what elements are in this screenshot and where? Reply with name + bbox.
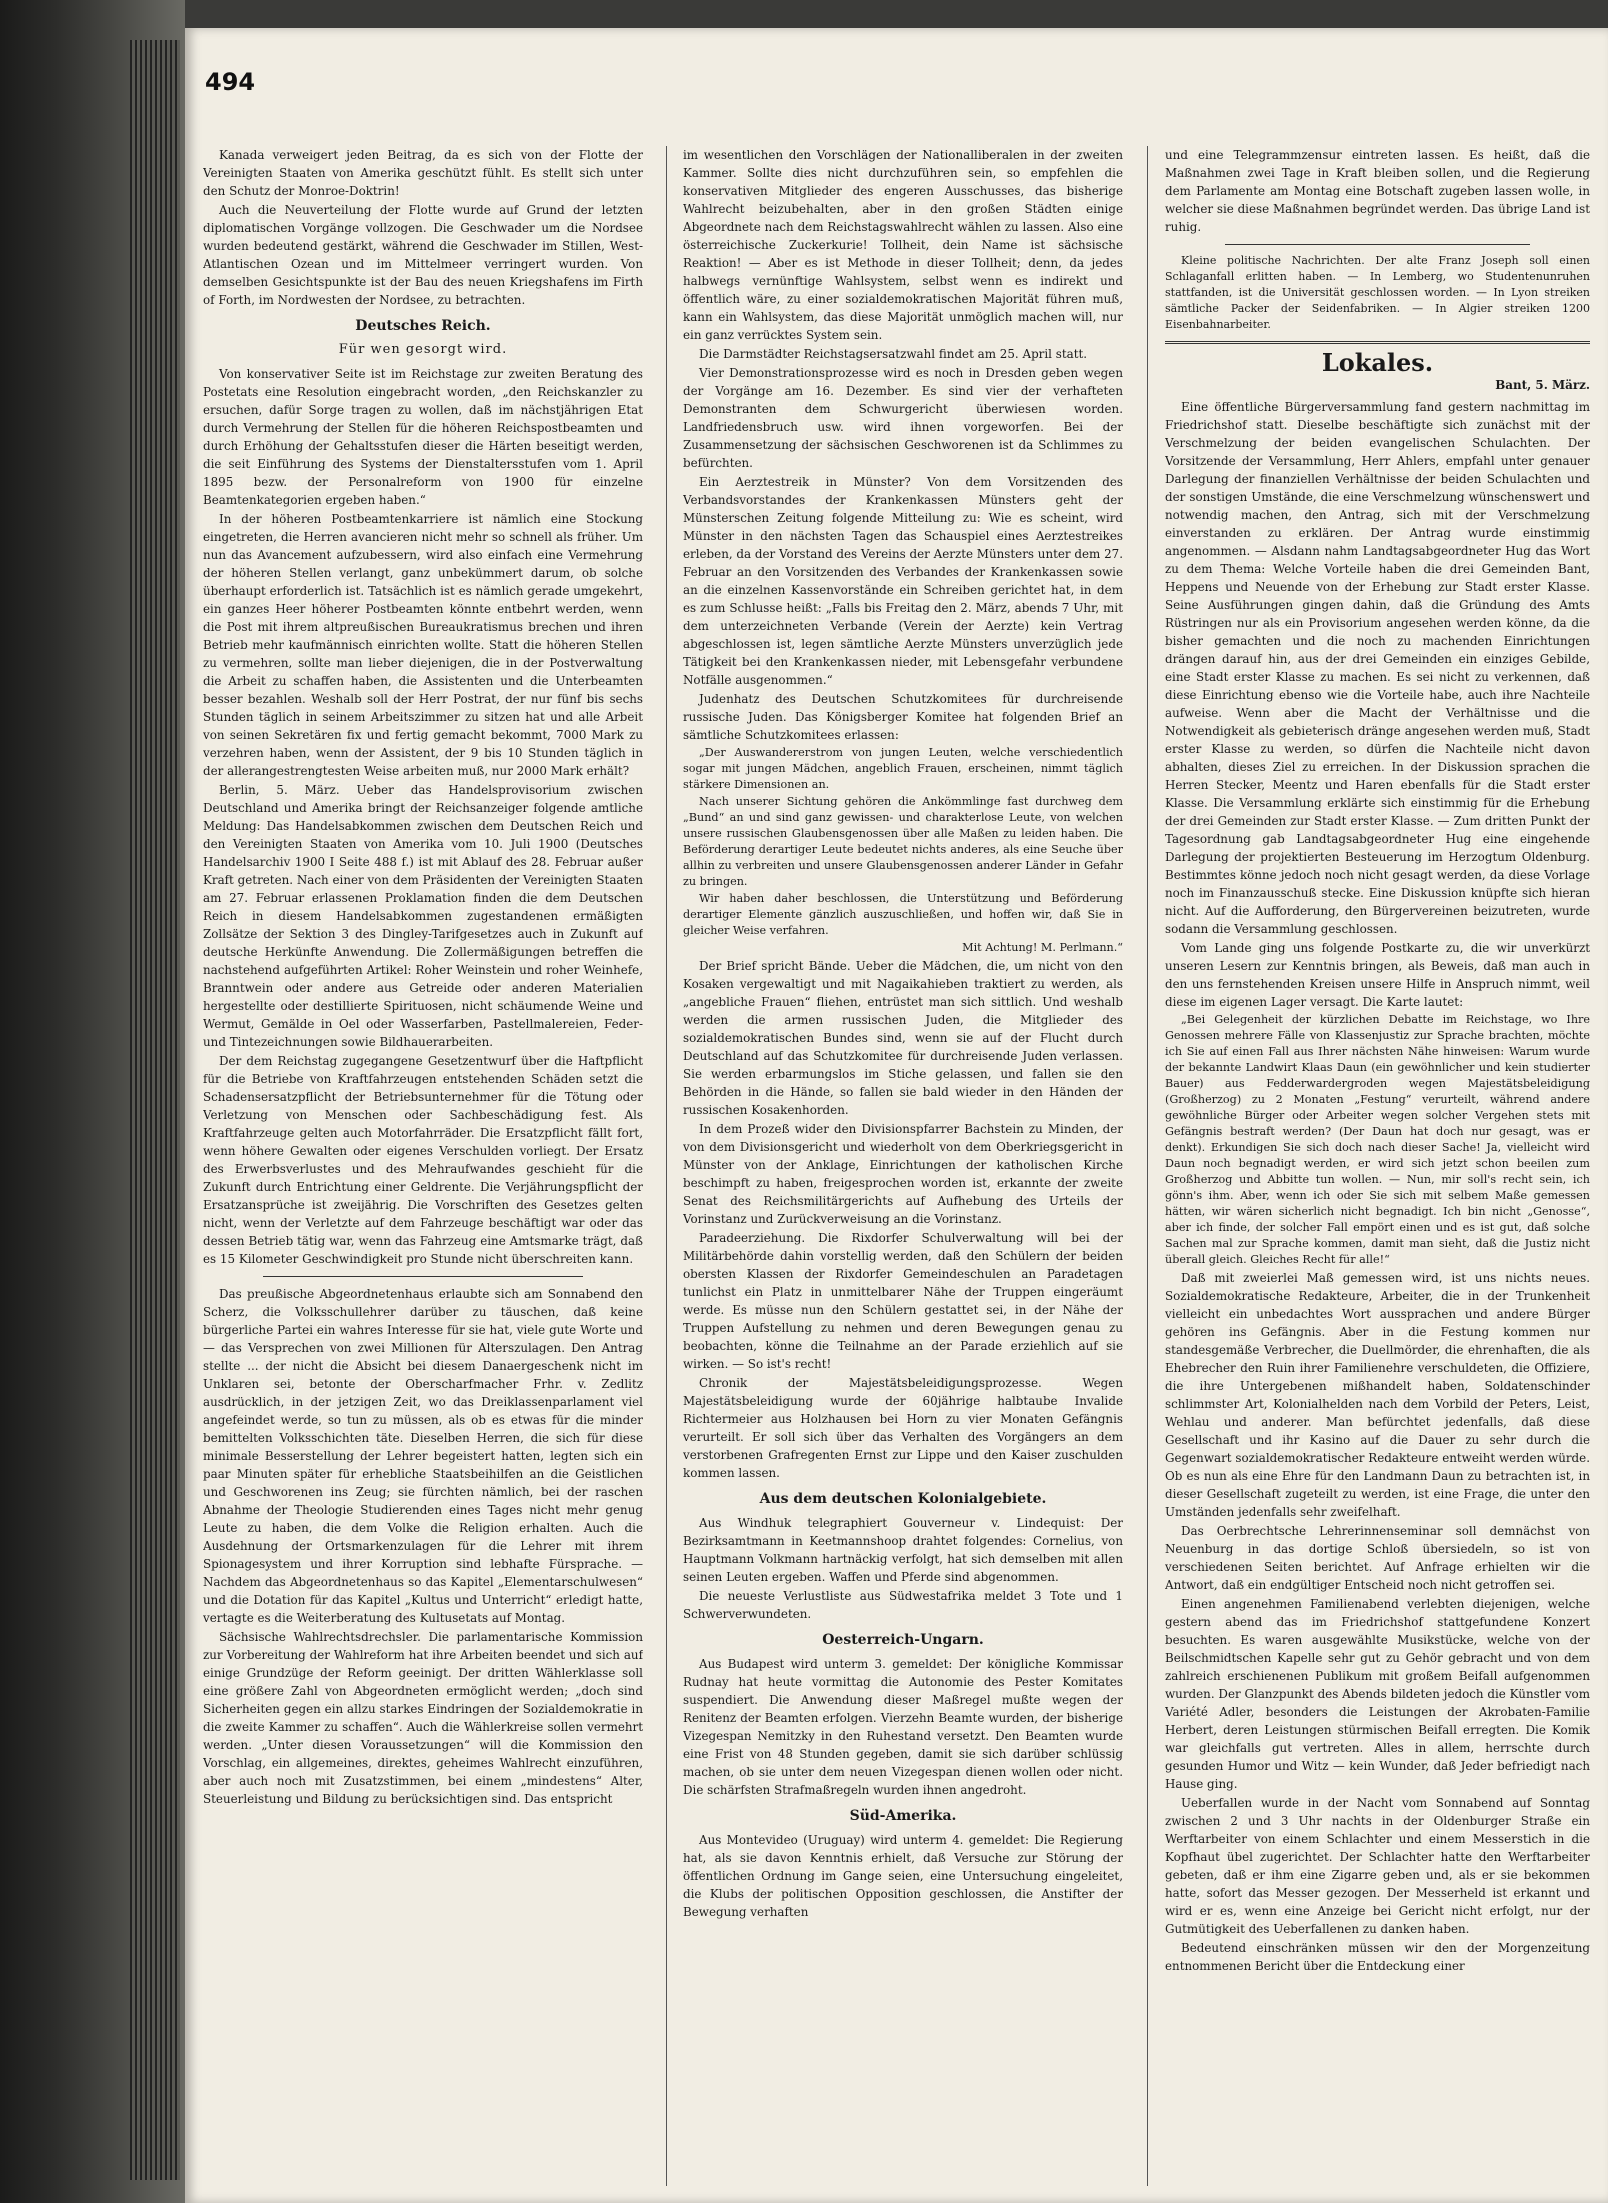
- article-paragraph: Berlin, 5. März. Ueber das Handelsprovisorium zwischen Deutschland und Amerika bringt der Reichsanzeiger folgende amtliche Meldung: Das Handelsabkommen zwischen dem Deutschen Reich und den Vereinigten Staaten von Amerika vom 10. Juli 1900 (Deutsches Handelsarchiv 1900 I Seite 488 f.) ist mit Ablauf des 28. Februar außer Kraft getreten. Nach einer von dem Präsidenten der Vereinigten Staaten am 27. Februar erlassenen Proklamation finden die dem Deutschen Reich in diesem Handelsabkommen zugestandenen ermäßigten Zollsätze der Sektion 3 des Dingley-Tarifgesetzes auch in Zukunft auf deutsche Herkünfte Anwendung. Die Zollermäßigungen betreffen die nachstehend aufgeführten Artikel: Roher Weinstein und roher Weinhefe, Branntwein oder andere aus Getreide oder anderen Materialien hergestellte oder destillierte Spirituosen, nicht schäumende Weine und Wermut, Gemälde in Oel oder Wasserfarben, Pastellmalereien, Feder- und Tintezeichnungen sowie Bildhauerarbeiten.: [203, 783, 643, 1049]
- column-rule: [666, 146, 667, 2186]
- article-paragraph: Vier Demonstrationsprozesse wird es noch in Dresden geben wegen der Vorgänge am 16. Dezember. Es sind vier der verhafteten Demonstranten dem Schwurgericht überwiesen worden. Landfriedensbruch usw. wird ihnen vorgeworfen. Bei der Zusammensetzung der sächsischen Geschworenen ist da Schlimmes zu befürchten.: [683, 366, 1123, 470]
- article-paragraph: Daß mit zweierlei Maß gemessen wird, ist uns nichts neues. Sozialdemokratische Redakteure, Arbeiter, die in der Trunkenheit vielleicht ein unbedachtes Wort aussprachen und andere Bürger gehören ins Gefängnis. Aber in die Festung kommen nur standesgemäße Verbrecher, die Duellmörder, die ehrenhaften, die als Ehebrecher den Ruin ihrer Familienehre verschuldeten, die Offiziere, die ihre Untergebenen mißhandelt haben, Soldatenschinder schlimmster Art, Kolonialhelden nach dem Vorbild der Peters, Leist, Wehlau und anderer. Man befürchtet jedenfalls, daß diese Gesellschaft und ihr Kasino auf die Dauer zu sehr durch die Gegenwart sozialdemokratischer Redakteure entweiht werden würde. Ob es nun als eine Ehre für den Landmann Daun zu betrachten ist, in dieser Gesellschaft zugeteilt zu werden, ist eine Frage, die unter den Umständen jedenfalls sehr zweifelhaft.: [1165, 1271, 1590, 1519]
- letter-signature: Mit Achtung! M. Perlmann.“: [962, 941, 1123, 954]
- article-paragraph: Die Darmstädter Reichstagsersatzwahl findet am 25. April statt.: [699, 347, 1088, 361]
- page-number: 494: [205, 68, 256, 96]
- article-paragraph: und eine Telegrammzensur eintreten lassen. Es heißt, daß die Maßnahmen zwei Tage in Kraft bleiben sollen, und die Regierung dem Parlamente am Montag eine Botschaft zugeben lassen wolle, in welcher sie diese Maßnahmen begründet werden. Das übrige Land ist ruhig.: [1165, 148, 1590, 234]
- page-edges: [130, 40, 180, 2180]
- article-paragraph: Judenhatz des Deutschen Schutzkomitees für durchreisende russische Juden. Das Königsberger Komitee hat folgenden Brief an sämtliche Schutzkomitees erlassen:: [683, 692, 1123, 742]
- section-heading: Oesterreich-Ungarn.: [822, 1632, 984, 1648]
- section-heading-lokales: Lokales.: [1321, 348, 1434, 377]
- quoted-postcard: „Bei Gelegenheit der kürzlichen Debatte im Reichstage, wo Ihre Genossen mehrere Fälle von Klassenjustiz zur Sprache brachten, möchte ich Sie auf einen Fall aus Ihrer nächsten Nähe hinweisen: Warum wurde der bekannte Landwirt Klaas Daun (ein gewöhnlicher und kein studierter Bauer) aus Fedderwardergroden wegen Majestätsbeleidigung (Großherzog) zu 2 Monaten „Festung“ verurteilt, während andere gewöhnliche Bürger oder Arbeiter wegen solcher Vergehen stets mit Gefängnis bestraft werden? (Der Daun hat doch nur gesagt, was er denkt). Erkundigen Sie sich doch nach dieser Sache! Ja, vielleicht wird Daun noch begnadigt werden, er wird sich jetzt schon beeilen zum Großherzog und Abbitte tun wollen. — Nun, mir soll's recht sein, ich gönn's ihm. Aber, wenn ich oder Sie sich mit selbem Maße gemessen hätten, wir wären sicherlich nicht begnadigt. Ich bin nicht „Genosse“, aber ich finde, der solcher Fall empört einen und es ist gut, daß solche Sachen mal zur Sprache kommen, damit man sieht, daß die Justiz nicht überall gleich. Gleiches Recht für alle!“: [1165, 1013, 1590, 1266]
- quoted-letter: Wir haben daher beschlossen, die Unterstützung und Beförderung derartiger Elemente gänzlich auszuschließen, und hoffen wir, daß Sie in gleicher Weise verfahren.: [683, 892, 1123, 937]
- article-paragraph: Kanada verweigert jeden Beitrag, da es sich von der Flotte der Vereinigten Staaten von Amerika geschützt fühlt. Es stellt sich unter den Schutz der Monroe-Doktrin!: [203, 148, 643, 198]
- section-heading: Süd-Amerika.: [849, 1808, 957, 1824]
- article-paragraph: Sächsische Wahlrechtsdrechsler. Die parlamentarische Kommission zur Vorbereitung der Wahlreform hat ihre Arbeiten beendet und sich auf einige Grundzüge der Reform geeinigt. Der dritten Wählerklasse soll eine größere Zahl von Abgeordneten ermöglicht werden; „doch sind Sicherheiten gegen ein allzu starkes Eindringen der Sozialdemokratie in die zweite Kammer zu schaffen“. Auch die Wählerkreise sollen vermehrt werden. „Unter diesen Voraussetzungen“ will die Kommission den Vorschlag, ein allgemeines, direktes, geheimes Wahlrecht einzuführen, aber auch noch mit Zusatzstimmen, bei einem „mindestens“ Alter, Steuerleistung und Bildung zu berücksichtigen sind. Das entspricht: [203, 1630, 643, 1806]
- article-paragraph: Chronik der Majestätsbeleidigungsprozesse. Wegen Majestätsbeleidigung wurde der 60jährige halbtaube Invalide Richtermeier aus Holzhausen bei Horn zu vier Monaten Gefängnis verurteilt. Er soll sich über das Verhalten des Vorgängers an dem verstorbenen Grafregenten Ernst zur Lippe und den Kaiser zuschulden kommen lassen.: [683, 1376, 1123, 1480]
- article-headline: Für wen gesorgt wird.: [338, 342, 508, 357]
- newspaper-page: [185, 28, 1608, 2203]
- article-paragraph: Der Brief spricht Bände. Ueber die Mädchen, die, um nicht von den Kosaken vergewaltigt und mit Nagaikahieben traktiert zu werden, als „angebliche Frauen“ fliehen, entrüstet man sich sittlich. Und weshalb werden die armen russischen Juden, die Mitglieder des sozialdemokratischen Bundes sind, wenn sie auf der Flucht durch Deutschland auf das Schutzkomitee für durchreisende Juden verlassen. Sie werden erbarmungslos im Stiche gelassen, und fallen sie den Behörden in die Hände, so fallen sie bald wieder in den Händen der russischen Kosakenhorden.: [683, 959, 1123, 1117]
- article-paragraph: Auch die Neuverteilung der Flotte wurde auf Grund der letzten diplomatischen Vorgänge vollzogen. Die Geschwader um die Nordsee wurden bedeutend gestärkt, während die Geschwader im Stillen, West-Atlantischen Ozean und im Mittelmeer verringert wurden. Von demselben Gesichtspunkte ist der Bau des neuen Kriegshafens im Firth of Forth, im Nordwesten der Nordsee, zu betrachten.: [203, 203, 643, 307]
- news-brief: Kleine politische Nachrichten. Der alte Franz Joseph soll einen Schlaganfall erlitten haben. — In Lemberg, wo Studentenunruhen stattfanden, ist die Universität geschlossen worden. — In Lyon streiken sämtliche Packer der Seidenfabriken. — In Algier streiken 1200 Eisenbahnarbeiter.: [1165, 254, 1590, 331]
- quoted-letter: „Der Auswandererstrom von jungen Leuten, welche verschiedentlich sogar mit jungen Mädchen, angeblich Frauen, erscheinen, nimmt täglich stärkere Dimensionen an.: [683, 746, 1123, 791]
- article-paragraph: Aus Windhuk telegraphiert Gouverneur v. Lindequist: Der Bezirksamtmann in Keetmannshoop drahtet folgendes: Cornelius, von Hauptmann Volkmann hartnäckig verfolgt, hat sich demselben mit allen seinen Leuten ergeben. Waffen und Pferde sind abgenommen.: [683, 1516, 1123, 1584]
- article-paragraph: Das preußische Abgeordnetenhaus erlaubte sich am Sonnabend den Scherz, die Volksschullehrer darüber zu täuschen, daß keine bürgerliche Partei ein wahres Interesse für sie hat, viele gute Worte und — das Versprechen von zwei Millionen für Alterszulagen. Den Antrag stellte ... der nicht die Absicht bei diesem Danaergeschenk nicht im Unklaren sei, betonte der Oberscharfmacher Frhr. v. Zedlitz ausdrücklich, in der jetzigen Zeit, wo das Dreiklassenparlament viel angefeindet werde, so tun zu müssen, als ob es etwas für die minder bemittelten Volksschichten täte. Dieselben Herren, die sich für diese minimale Besserstellung der Lehrer begeistert hatten, legten sich ein paar Minuten später für erhebliche Staatsbeihilfen an die Geistlichen und Geschworenen ins Zeug; sie fürchten nämlich, bei der raschen Abnahme der Theologie Studierenden eines Tages nicht mehr genug Leute zu haben, die dem Volke die Religion erhalten. Auch die Ausdehnung der Ortsmarkenzulagen für die Lehrer mit ihrem Spionagesystem und ihrer Korruption sind lebhafte Fürsprache. — Nachdem das Abgeordnetenhaus so das Kapitel „Elementarschulwesen“ und die Dotation für das Kapitel „Kultus und Unterricht“ erledigt hatte, vertagte es die Weiterberatung des Kultusetats auf Montag.: [203, 1287, 643, 1625]
- quoted-letter: Nach unserer Sichtung gehören die Ankömmlinge fast durchweg dem „Bund“ an und sind ganz gewissen- und charakterlose Leute, von welchen unsere russischen Glaubensgenossen über alle Maßen zu leiden haben. Die Beförderung derartiger Leute bedeutet nichts anderes, als eine Seuche über allhin zu verbreiten und unsere Glaubensgenossen anderer Länder in Gefahr zu bringen.: [683, 795, 1123, 888]
- article-paragraph: Von konservativer Seite ist im Reichstage zur zweiten Beratung des Postetats eine Resolution eingebracht worden, „den Reichskanzler zu ersuchen, dafür Sorge tragen zu wollen, daß im nächstjährigen Etat durch Vermehrung der Stellen für die höheren Reichspostbeamten und durch Erhöhung der Gehaltsstufen dieser die Härten beseitigt werden, die seit Einführung des Systems der Dienstaltersstufen vom 1. April 1895 bezw. der Personalreform von 1900 für einzelne Beamtenkategorien ergeben haben.“: [203, 367, 643, 507]
- article-paragraph: Ein Aerztestreik in Münster? Von dem Vorsitzenden des Verbandsvorstandes der Krankenkassen Münsters geht der Münsterschen Zeitung folgende Mitteilung zu: Wie es scheint, wird Münster in den nächsten Tagen das Schauspiel eines Aerztestreikes erleben, da der Vorstand des Vereins der Aerzte Münsters unter dem 27. Februar an den Vorsitzenden des Verbandes der Krankenkassen sowie an die einzelnen Kassenvorstände ein Schreiben gerichtet hat, in dem es zum Schlusse heißt: „Falls bis Freitag den 2. März, abends 7 Uhr, mit dem unterzeichneten Verbande (Verein der Aerzte) kein Vertrag abgeschlossen ist, legen sämtliche Aerzte Münsters unverzüglich jede Tätigkeit bei den Krankenkassen nieder, mit Lebensgefahr verbundene Notfälle ausgenommen.“: [683, 475, 1123, 687]
- article-paragraph: Einen angenehmen Familienabend verlebten diejenigen, welche gestern abend das im Friedrichshof stattgefundene Konzert besuchten. Es waren ausgewählte Musikstücke, welche von der Beilschmidtschen Kapelle sehr gut zu Gehör gebracht und von dem zahlreich erschienenen Publikum mit großem Beifall aufgenommen wurden. Der Glanzpunkt des Abends bildeten jedoch die Künstler vom Variété Adler, besonders die Leistungen der Akrobaten-Familie Herbert, deren Leistungen stürmischen Beifall erregten. Die Komik war gleichfalls gut vertreten. Alles in allem, herrschte durch gesunden Humor und Witz — kein Wunder, daß Jeder befriedigt nach Hause ging.: [1165, 1597, 1590, 1791]
- column-middle: [683, 146, 1123, 2191]
- section-heading: Aus dem deutschen Kolonialgebiete.: [759, 1491, 1047, 1507]
- section-divider: [1165, 341, 1590, 344]
- section-heading: Deutsches Reich.: [355, 318, 491, 334]
- book-binding: [0, 0, 185, 2203]
- article-paragraph: In der höheren Postbeamtenkarriere ist nämlich eine Stockung eingetreten, die Herren avancieren nicht mehr so schnell als früher. Um nun das Avancement aufzubessern, wird also einfach eine Vermehrung der höheren Stellen verlangt, ganz unbekümmert darum, ob solche überhaupt erforderlich ist. Tatsächlich ist es nämlich gerade umgekehrt, ein ganzes Heer höherer Postbeamten könnte entbehrt werden, wenn die Post mit ihrem altpreußischen Bureaukratismus brechen und ihren Betrieb mehr kaufmännisch einrichten wollte. Statt die höheren Stellen zu vermehren, sollte man lieber diejenigen, die in der Postverwaltung die Arbeit zu schaffen haben, die Assistenten und die Unterbeamten besser bezahlen. Weshalb soll der Herr Postrat, der nur fünf bis sechs Stunden täglich in seinem Arbeitszimmer zu sitzen hat und alle Arbeit von seinen Sekretären fix und fertig gemacht bekommt, 7000 Mark zu verzehren haben, wenn der Assistent, der 9 bis 10 Stunden täglich in der allerangestrengtesten Weise arbeiten muß, nur 2000 Mark erhält?: [203, 512, 643, 778]
- article-divider: [263, 1276, 583, 1277]
- article-paragraph: Der dem Reichstag zugegangene Gesetzentwurf über die Haftpflicht für die Betriebe von Kraftfahrzeugen entstehenden Schäden setzt die Schadensersatzpflicht der Betriebsunternehmer für die Tötung oder Verletzung von Menschen oder Sachbeschädigung fest. Als Kraftfahrzeuge gelten auch Motorfahrräder. Die Ersatzpflicht fällt fort, wenn höhere Gewalten oder eigenes Verschulden vorliegt. Der Ersatz des Erwerbsverlustes und des Mehraufwandes geschieht für die Zukunft durch Entrichtung einer Geldrente. Die Verjährungspflicht der Ersatzansprüche ist zweijährig. Die Vorschriften des Gesetzes gelten nicht, wenn der Verletzte auf dem Fahrzeuge beschäftigt war oder das dessen Betrieb tätig war, wenn das Fahrzeug eine Amtsmarke trägt, daß es 15 Kilometer Geschwindigkeit pro Stunde nicht überschreiten kann.: [203, 1054, 643, 1266]
- article-paragraph: In dem Prozeß wider den Divisionspfarrer Bachstein zu Minden, der von dem Divisionsgericht und wiederholt von dem Oberkriegsgericht in Münster von der Anklage, Einrichtungen der katholischen Kirche beschimpft zu haben, freigesprochen worden ist, erkannte der zweite Senat des Reichsmilitärgerichts auf Aufhebung des Urteils der Vorinstanz und Zurückverweisung an die Vorinstanz.: [683, 1122, 1123, 1226]
- column-right: [1165, 146, 1590, 2191]
- dateline: Bant, 5. März.: [1495, 378, 1590, 392]
- column-left: [203, 146, 643, 2191]
- article-paragraph: Bedeutend einschränken müssen wir den der Morgenzeitung entnommenen Bericht über die Entdeckung einer: [1165, 1941, 1590, 1973]
- article-paragraph: Die neueste Verlustliste aus Südwestafrika meldet 3 Tote und 1 Schwerverwundeten.: [683, 1589, 1123, 1621]
- article-paragraph: Das Oerbrechtsche Lehrerinnenseminar soll demnächst von Neuenburg in das dortige Schloß übersiedeln, so ist von verschiedenen Seiten berichtet. Auf Anfrage erhielten wir die Antwort, daß ein endgültiger Entscheid noch nicht getroffen sei.: [1165, 1524, 1590, 1592]
- article-divider: [1225, 244, 1530, 245]
- article-paragraph: Eine öffentliche Bürgerversammlung fand gestern nachmittag im Friedrichshof statt. Dieselbe beschäftigte sich zunächst mit der Verschmelzung der beiden evangelischen Schulachten. Der Vorsitzende der Versammlung, Herr Ahlers, empfahl unter genauer Darlegung der finanziellen Verhältnisse der beiden Schulachten und der sonstigen Umstände, die eine Verschmelzung wünschenswert und notwendig machen, den Antrag, sich mit der Verschmelzung einverstanden zu erklären. Der Antrag wurde einstimmig angenommen. — Alsdann nahm Landtagsabgeordneter Hug das Wort zu dem Thema: Welche Vorteile haben die drei Gemeinden Bant, Heppens und Neuende von der Erhebung zur Stadt erster Klasse. Seine Ausführungen gingen dahin, daß die Gründung des Amts Rüstringen nur als ein Provisorium angesehen werden könne, da die bisher gemachten und die noch zu machenden Einrichtungen drängen darauf hin, aus der drei Gemeinden ein einziges Gebilde, eine Stadt erster Klasse zu machen. Es sei nicht zu verkennen, daß diese Einrichtung ebenso wie die Vorteile habe, auch ihre Nachteile aufweise. Wenn aber die Macht der Verhältnisse und die Notwendigkeit als gebieterisch dränge angesehen werden muß, Stadt erster Klasse zu werden, so dürfen die Nachteile nicht davon abhalten, dieses Ziel zu erreichen. In der Diskussion sprachen die Herren Stecker, Meentz und Haren ebenfalls für die Stadt erster Klasse. Die Versammlung erklärte sich einstimmig für die Erhebung der drei Gemeinden zur Stadt erster Klasse. — Zum dritten Punkt der Tagesordnung gab Landtagsabgeordneter Hug eine eingehende Darlegung der projektierten Besteuerung im Herzogtum Oldenburg. Bestimmtes könne jedoch noch nicht gesagt werden, da diese Vorlage noch im Finanzausschuß stecke. Eine Diskussion knüpfte sich hieran nicht. Auf die Aufforderung, den Bürgervereinen beizutreten, wurde sodann die Versammlung geschlossen.: [1165, 400, 1590, 936]
- column-rule: [1147, 146, 1148, 2186]
- article-paragraph: Vom Lande ging uns folgende Postkarte zu, die wir unverkürzt unseren Lesern zur Kenntnis bringen, als Beweis, daß man auch in den uns fernstehenden Kreisen unsere Hilfe in Anspruch nimmt, weil diese im eigenen Lager versagt. Die Karte lautet:: [1165, 941, 1590, 1009]
- article-paragraph: Aus Montevideo (Uruguay) wird unterm 4. gemeldet: Die Regierung hat, als sie davon Kenntnis erhielt, daß Versuche zur Störung der öffentlichen Ordnung im Gange seien, eine Untersuchung eingeleitet, die Klubs der politischen Opposition geschlossen, die Anstifter der Bewegung verhaften: [683, 1833, 1123, 1919]
- article-paragraph: Ueberfallen wurde in der Nacht vom Sonnabend auf Sonntag zwischen 2 und 3 Uhr nachts in der Oldenburger Straße ein Werftarbeiter von einem Schlachter und einem Messerstich in die Kopfhaut übel zugerichtet. Der Schlachter hatte den Werftarbeiter gebeten, daß er ihm eine Zigarre geben und, als er sie bekommen hatte, sofort das Messer gezogen. Der Messerheld ist erkannt und wird er es, wenn eine Anzeige bei Gericht nicht erfolgt, nur der Gutmütigkeit des Ueberfallenen zu danken haben.: [1165, 1796, 1590, 1936]
- article-paragraph: im wesentlichen den Vorschlägen der Nationalliberalen in der zweiten Kammer. Sollte dies nicht durchzuführen sein, so empfehlen die konservativen Mitglieder des engeren Ausschusses, das bisherige Wahlrecht beizubehalten, aber in den großen Städten einige Abgeordnete nach dem Reichstagswahlrecht wählen zu lassen. Also eine österreichische Zuckerkurie! Tollheit, dein Name ist sächsische Reaktion! — Aber es ist Methode in dieser Tollheit; denn, da jedes halbwegs vernünftige Wahlsystem, selbst wenn es indirekt und öffentlich wäre, zu einer sozialdemokratischen Majorität führen muß, kann ein Wahlsystem, das diese Majorität unmöglich machen will, nur ein ganz verrücktes System sein.: [683, 148, 1123, 342]
- article-paragraph: Aus Budapest wird unterm 3. gemeldet: Der königliche Kommissar Rudnay hat heute vormittag die Autonomie des Pester Komitates suspendiert. Die Anwendung dieser Maßregel mußte wegen der Renitenz der Beamten erfolgen. Vierzehn Beamte wurden, der bisherige Vizegespan Nemitzky in den Ruhestand versetzt. Den Beamten wurde eine Frist von 48 Stunden gegeben, damit sie sich darüber schlüssig machen, ob sie unter dem neuen Vizegespan dienen wollen oder nicht. Die schärfsten Strafmaßregeln wurden ihnen angedroht.: [683, 1657, 1123, 1797]
- article-paragraph: Paradeerziehung. Die Rixdorfer Schulverwaltung will bei der Militärbehörde dahin vorstellig werden, daß den Schülern der beiden obersten Klassen der Rixdorfer Gemeindeschulen an Paradetagen tunlichst ein Platz in unmittelbarer Nähe der Truppen eingeräumt werde. Es müsse nun den Schülern gestattet sei, in der Nähe der Truppen Aufstellung zu nehmen und deren Bewegungen genau zu beobachten, könne die Teilnahme an der Parade erziehlich auf sie wirken. — So ist's recht!: [683, 1231, 1123, 1371]
